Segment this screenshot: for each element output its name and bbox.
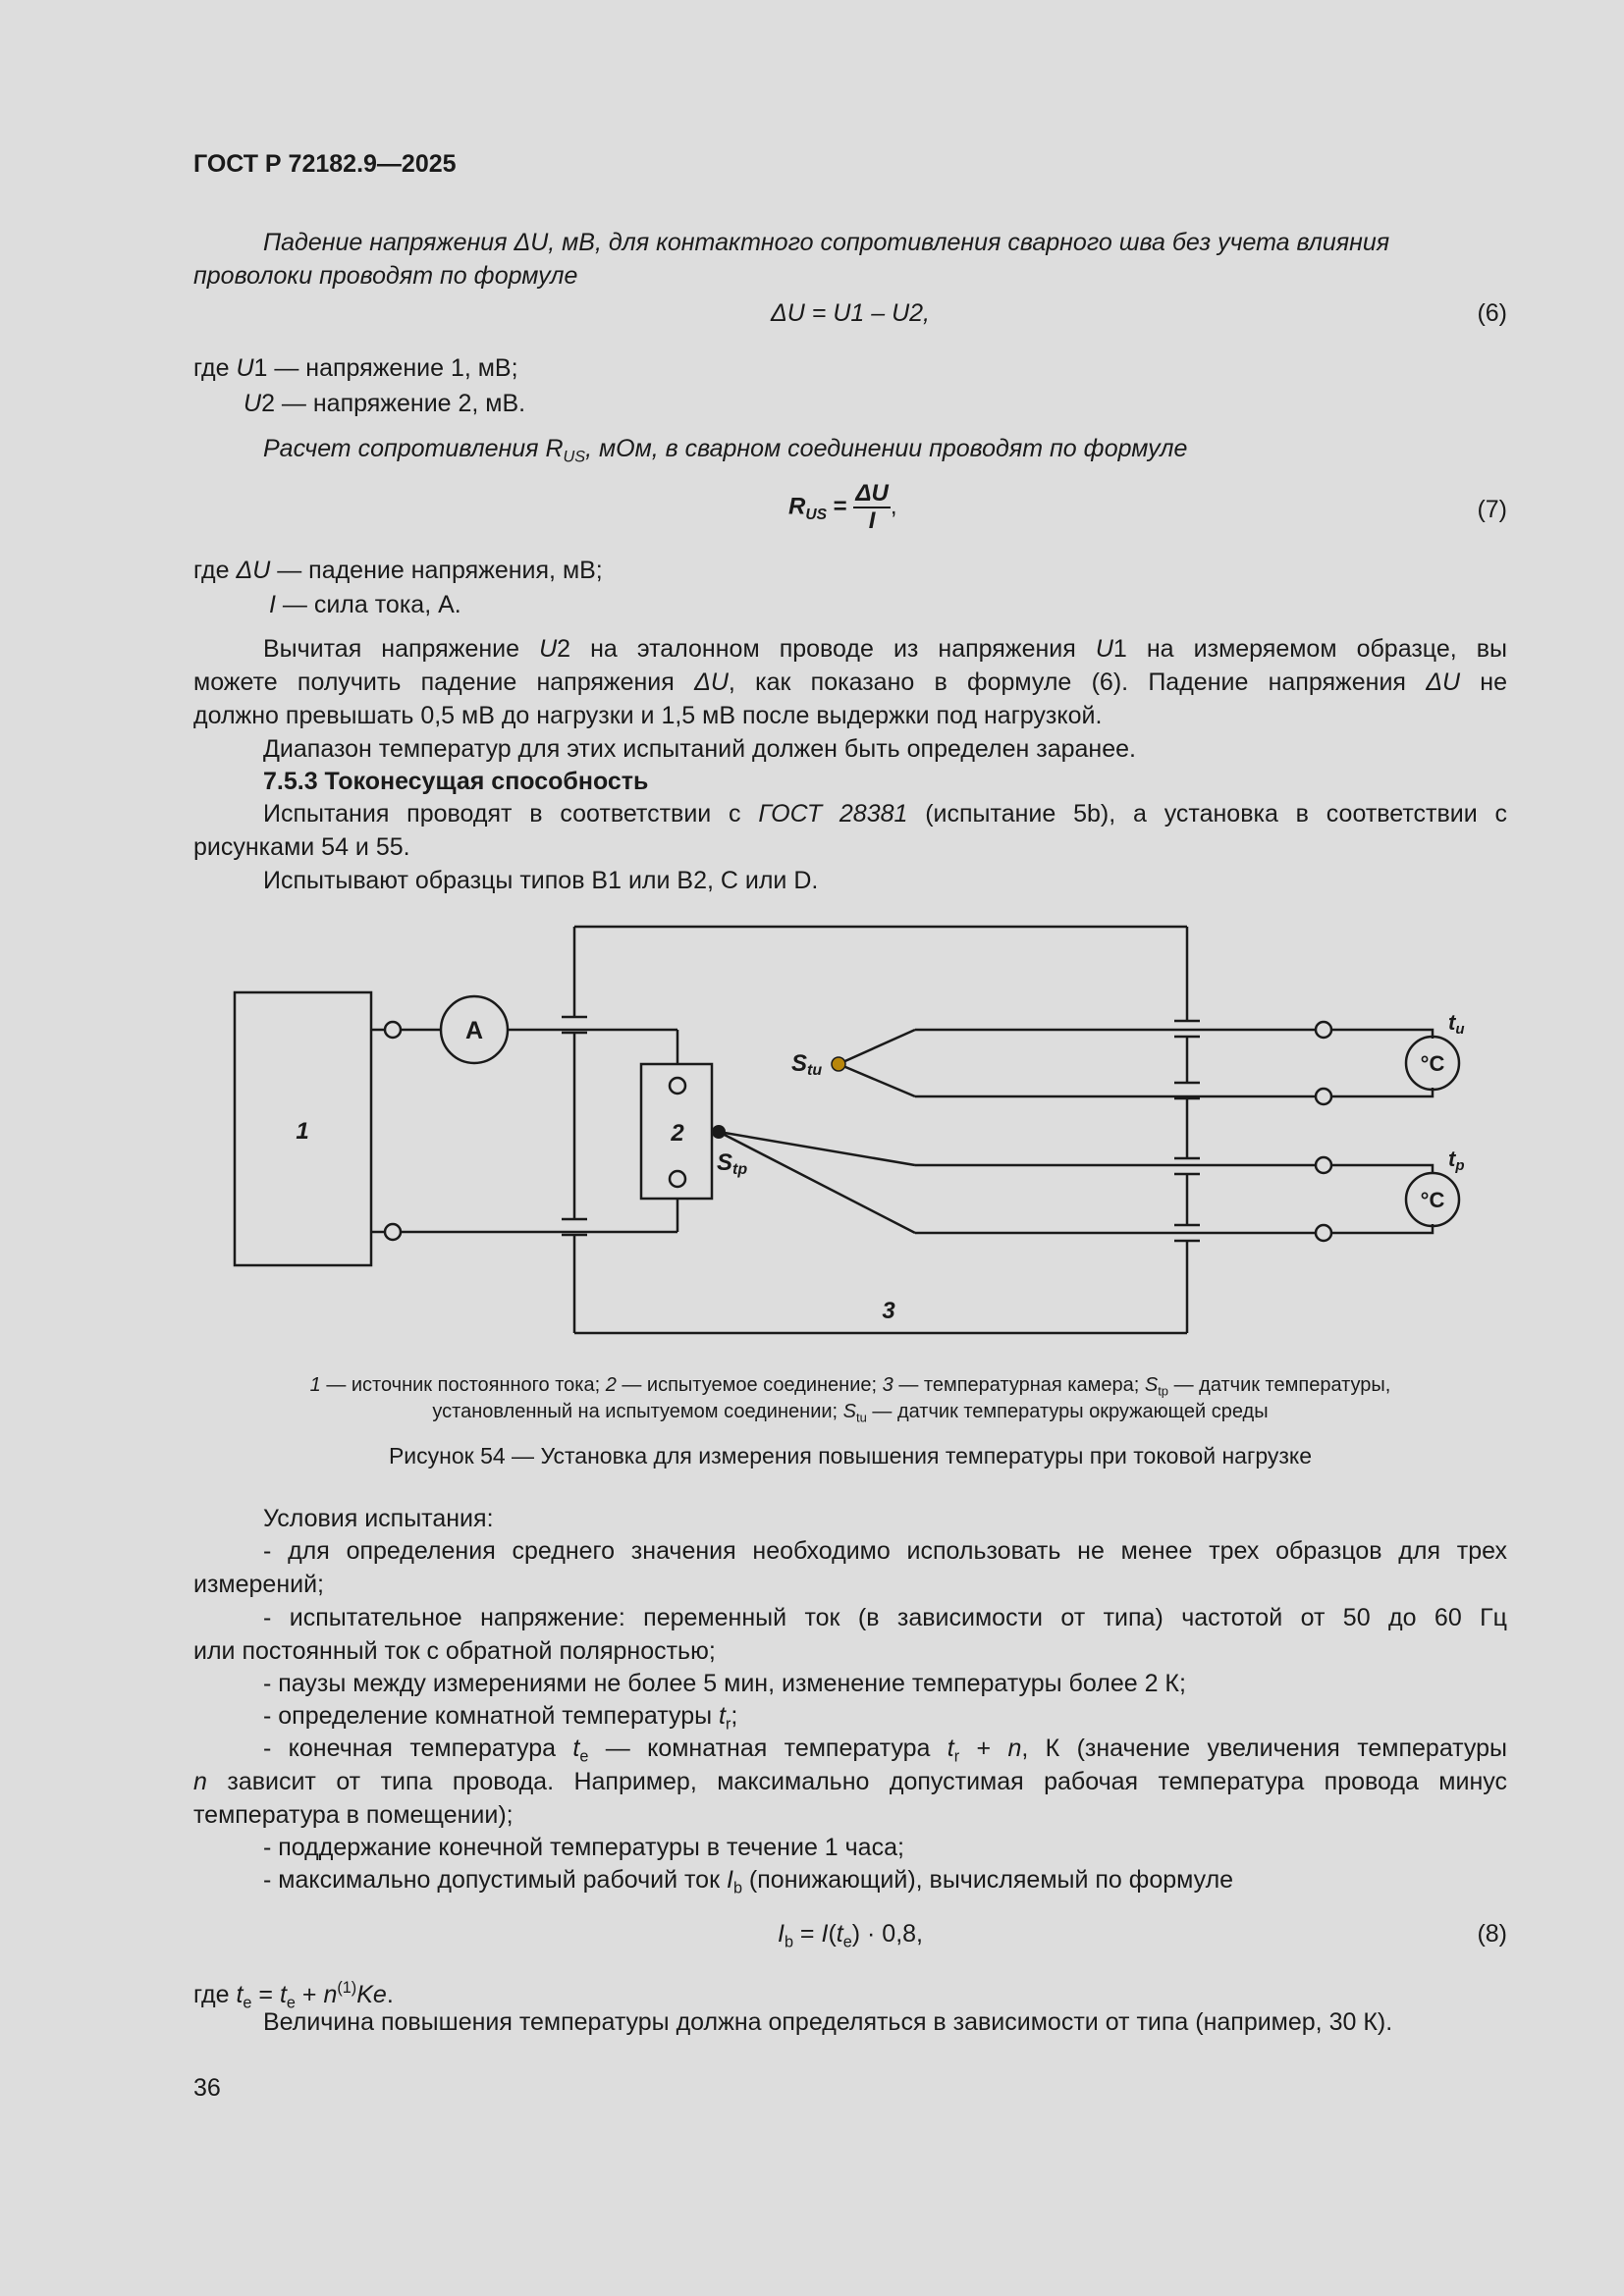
formula-6-number: (6) xyxy=(1477,299,1507,327)
subscript: e xyxy=(842,1933,852,1951)
text: можете получить падение напряжения xyxy=(193,668,695,696)
text: ; xyxy=(731,1702,738,1730)
paragraph-gost-line2: рисунками 54 и 55. xyxy=(193,833,410,861)
text: , мОм, в сварном соединении проводят по формуле xyxy=(585,435,1188,462)
symbol-delta-u: ΔU xyxy=(514,229,549,256)
text: Испытания проводят в соответствии с xyxy=(263,800,759,828)
symbol: S xyxy=(717,1149,733,1176)
text: — комнатная температура xyxy=(588,1735,947,1762)
text: ( xyxy=(828,1920,837,1948)
label-ammeter: A xyxy=(464,1017,484,1044)
subscript: tu xyxy=(856,1410,867,1425)
num: 1 xyxy=(309,1374,321,1396)
label-source: 1 xyxy=(296,1118,309,1145)
symbol: t xyxy=(236,1980,244,2008)
symbol: t xyxy=(572,1735,580,1762)
label-joint: 2 xyxy=(671,1120,684,1147)
symbol: Ke xyxy=(356,1980,387,2008)
text: , xyxy=(890,493,897,520)
symbol: I xyxy=(821,1920,829,1948)
sensor-stu-dot xyxy=(832,1057,845,1071)
text: не xyxy=(1460,668,1508,696)
text: Расчет сопротивления xyxy=(263,435,546,462)
text: зависит от типа провода. Например, максимально допустимая рабочая температура провода минус xyxy=(206,1768,1507,1795)
symbol: n xyxy=(193,1768,207,1795)
symbol: t xyxy=(947,1735,954,1762)
text: - определение комнатной температуры xyxy=(263,1702,720,1730)
contact xyxy=(670,1171,685,1187)
condition-1: - для определения среднего значения необходимо использовать не менее трех образцов для трех xyxy=(263,1537,1507,1565)
text: . xyxy=(386,1980,394,2008)
text: 1 — напряжение 1, мВ; xyxy=(253,354,518,382)
formula-8-number: (8) xyxy=(1477,1920,1507,1948)
paragraph-temperature-range: Диапазон температур для этих испытаний должен быть определен заранее. xyxy=(263,735,1136,763)
condition-5-line3: температура в помещении); xyxy=(193,1801,514,1829)
text: = xyxy=(827,493,854,520)
text: (понижающий), вычисляемый по формуле xyxy=(741,1866,1234,1894)
denominator: I xyxy=(868,507,876,534)
text: установленный на испытуемом соединении; xyxy=(432,1401,843,1422)
terminal xyxy=(1316,1089,1331,1104)
text: (испытание 5b), а установка в соответствии с xyxy=(907,800,1507,828)
symbol: S xyxy=(842,1401,856,1422)
subscript: e xyxy=(243,1994,252,2012)
symbol: t xyxy=(836,1920,843,1948)
paragraph-samples: Испытывают образцы типов B1 или B2, C или D. xyxy=(263,867,819,894)
figure-caption: Рисунок 54 — Установка для измерения повышения температуры при токовой нагрузке xyxy=(388,1443,1313,1468)
symbol: n xyxy=(1007,1735,1022,1762)
label-tp xyxy=(1448,1147,1465,1174)
text: Вычитая напряжение xyxy=(263,635,540,663)
terminal xyxy=(1316,1225,1331,1241)
text: = xyxy=(792,1920,822,1948)
terminal xyxy=(385,1022,401,1038)
subscript: r xyxy=(725,1715,731,1734)
figure-legend-line2 xyxy=(193,1399,1507,1431)
text: 2 на эталонном проводе из напряжения xyxy=(557,635,1096,663)
symbol: t xyxy=(279,1980,287,2008)
subscript: tp xyxy=(732,1161,748,1178)
num: 3 xyxy=(882,1374,893,1396)
label-chamber: 3 xyxy=(882,1298,895,1324)
subscript: e xyxy=(286,1994,296,2012)
symbol: ΔU xyxy=(1426,668,1461,696)
symbol: R xyxy=(788,493,806,520)
label-stp xyxy=(717,1149,747,1178)
subscript: US xyxy=(563,448,586,466)
symbol: I xyxy=(269,591,276,618)
symbol: S xyxy=(791,1050,808,1077)
text: — испытуемое соединение; xyxy=(616,1374,883,1396)
symbol: U xyxy=(1095,635,1113,663)
formula-6: ΔU = U1 – U2, xyxy=(771,299,930,327)
document-header: ГОСТ Р 72182.9—2025 xyxy=(193,150,457,178)
subscript: r xyxy=(953,1747,960,1766)
subscript: p xyxy=(1455,1157,1465,1174)
text: — датчик температуры, xyxy=(1168,1374,1391,1396)
text: — источник постоянного тока; xyxy=(320,1374,606,1396)
terminal xyxy=(1316,1157,1331,1173)
text: где xyxy=(193,354,237,382)
subscript: b xyxy=(784,1933,793,1951)
text: - максимально допустимый рабочий ток xyxy=(263,1866,727,1894)
text: + xyxy=(959,1735,1008,1762)
condition-6: - поддержание конечной температуры в течение 1 часа; xyxy=(263,1834,904,1861)
symbol: n xyxy=(323,1980,338,2008)
sensor-stp-dot xyxy=(712,1125,726,1139)
text: — сила тока, А. xyxy=(275,591,461,618)
subscript: US xyxy=(805,506,828,523)
condition-7 xyxy=(263,1863,1233,1905)
label-thermo-tu: °C xyxy=(1420,1051,1445,1076)
terminal xyxy=(1316,1022,1331,1038)
text: + xyxy=(295,1980,324,2008)
label-tu xyxy=(1448,1010,1465,1038)
page-number: 36 xyxy=(193,2074,221,2102)
text: — температурная камера; xyxy=(893,1374,1145,1396)
symbol: ΔU xyxy=(236,557,271,584)
symbol: I xyxy=(726,1866,733,1894)
text: где xyxy=(193,557,237,584)
numerator: ΔU xyxy=(855,480,889,507)
condition-2: - испытательное напряжение: переменный ток (в зависимости от типа) частотой от 50 до 60 Гц xyxy=(263,1604,1507,1631)
num: 2 xyxy=(605,1374,617,1396)
symbol: ΔU xyxy=(694,668,729,696)
gost-reference: ГОСТ 28381 xyxy=(758,800,908,828)
subscript: b xyxy=(732,1879,742,1897)
condition-2-line2: или постоянный ток с обратной полярностью; xyxy=(193,1637,716,1665)
text: где xyxy=(193,1980,237,2008)
symbol: R xyxy=(545,435,564,462)
symbol: U xyxy=(236,354,254,382)
text: , К (значение увеличения температуры xyxy=(1021,1735,1507,1762)
condition-5-line2 xyxy=(193,1765,1507,1798)
symbol: S xyxy=(1144,1374,1159,1396)
symbol: t xyxy=(1448,1010,1456,1035)
text: 2 — напряжение 2, мВ. xyxy=(261,390,526,417)
text: - конечная температура xyxy=(263,1735,573,1762)
section-heading: 7.5.3 Токонесущая способность xyxy=(263,768,649,795)
formula-8 xyxy=(193,1917,1507,1959)
formula-7-number: (7) xyxy=(1477,496,1507,523)
superscript: (1) xyxy=(337,1979,357,1997)
symbol: t xyxy=(719,1702,726,1730)
symbol: I xyxy=(777,1920,785,1948)
subscript: u xyxy=(1455,1021,1465,1038)
label-thermo-tp: °C xyxy=(1420,1188,1445,1212)
conditions-title: Условия испытания: xyxy=(263,1505,494,1532)
condition-3: - паузы между измерениями не более 5 мин, изменение температуры более 2 К; xyxy=(263,1670,1186,1697)
paragraph-temperature-rise: Величина повышения температуры должна определяться в зависимости от типа (например, 30 К). xyxy=(263,2008,1393,2036)
text: , как показано в формуле (6). Падение напряжения xyxy=(728,668,1427,696)
text: — падение напряжения, мВ; xyxy=(270,557,603,584)
label-stu xyxy=(791,1050,822,1079)
text: Падение напряжения xyxy=(263,229,514,256)
symbol: t xyxy=(1448,1147,1456,1171)
paragraph-voltage-drop-line2: проволоки проводят по формуле xyxy=(193,262,578,290)
text: ) · 0,8, xyxy=(851,1920,924,1948)
subscript: e xyxy=(579,1747,589,1766)
paragraph-subtract-line3: должно превышать 0,5 мВ до нагрузки и 1,5 мВ после выдержки под нагрузкой. xyxy=(193,702,1103,729)
text: — датчик температуры окружающей среды xyxy=(866,1401,1269,1422)
symbol: U xyxy=(539,635,558,663)
text: 1 на измеряемом образце, вы xyxy=(1112,635,1507,663)
text: , мВ, для контактного сопротивления сварного шва без учета влияния xyxy=(548,229,1390,256)
contact xyxy=(670,1078,685,1094)
subscript: tp xyxy=(1158,1383,1169,1399)
text: = xyxy=(251,1980,280,2008)
symbol: U xyxy=(244,390,262,417)
terminal xyxy=(385,1224,401,1240)
condition-1-line2: измерений; xyxy=(193,1571,325,1598)
subscript: tu xyxy=(807,1062,823,1079)
